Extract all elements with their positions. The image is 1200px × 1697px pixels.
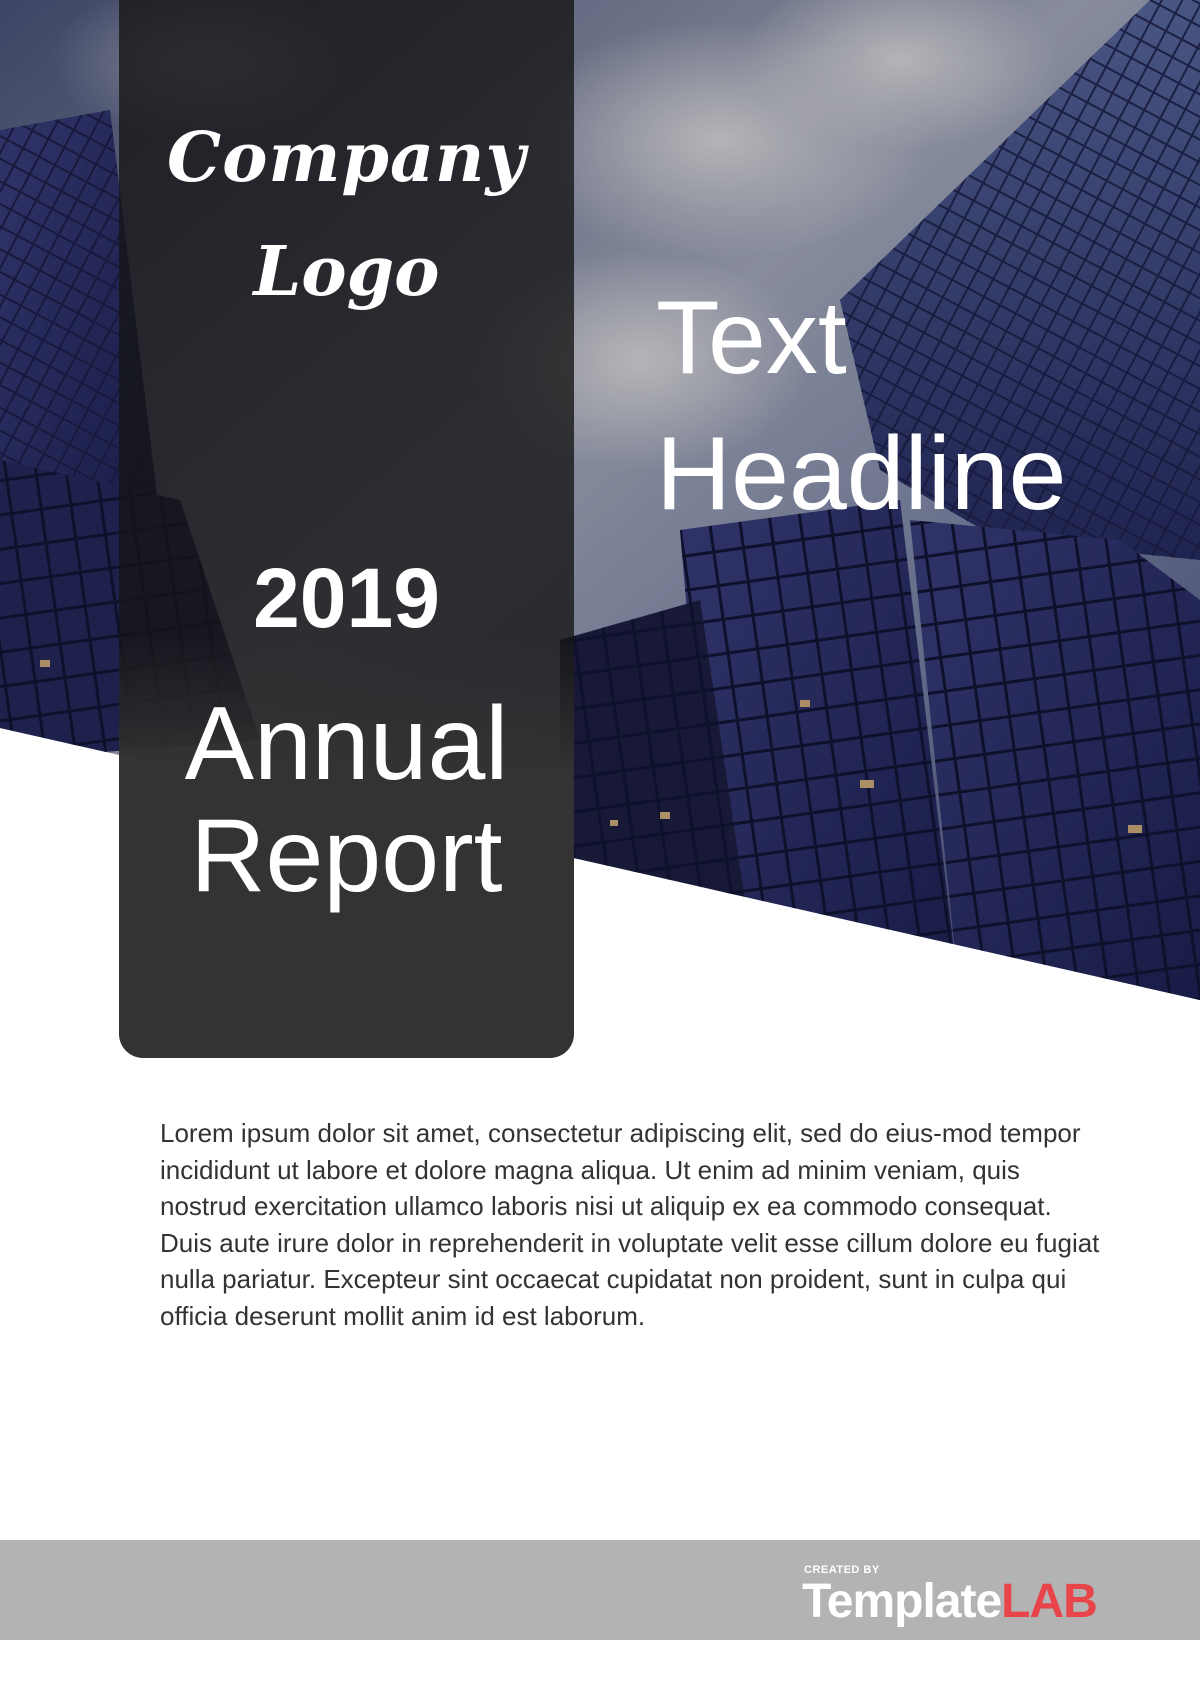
body-paragraph: Lorem ipsum dolor sit amet, consectetur adipiscing elit, sed do eius-mod tempor incididunt ut labore et dolore magna aliqua. Ut enim ad minim veniam, quis nostrud exercitation ullamco laboris nisi ut aliquip ex ea commodo consequat. Duis aute irure dolor in reprehenderit in voluptate velit esse cillum dolore eu fugiat nulla pariatur. Excepteur sint occaecat cupidatat non proident, sunt in culpa qui officia deserunt mollit anim id est laborum. (160, 1118, 1100, 1331)
report-title-line2: Report (190, 798, 503, 914)
report-title (119, 688, 574, 912)
company-logo-line2: Logo (253, 232, 440, 312)
report-year: 2019 (253, 551, 440, 645)
headline-line1: Text (656, 280, 847, 396)
text-headline (656, 270, 1176, 542)
brand-lab: LAB (1001, 1575, 1097, 1628)
brand-template: Template (802, 1575, 1002, 1628)
company-logo-line1: Company (167, 118, 526, 198)
report-title-line1: Annual (184, 686, 509, 802)
headline-line2: Headline (656, 416, 1067, 532)
footer-bar (0, 1540, 1200, 1640)
created-by-label: CREATED BY (804, 1564, 880, 1576)
brand-name (802, 1574, 1097, 1629)
